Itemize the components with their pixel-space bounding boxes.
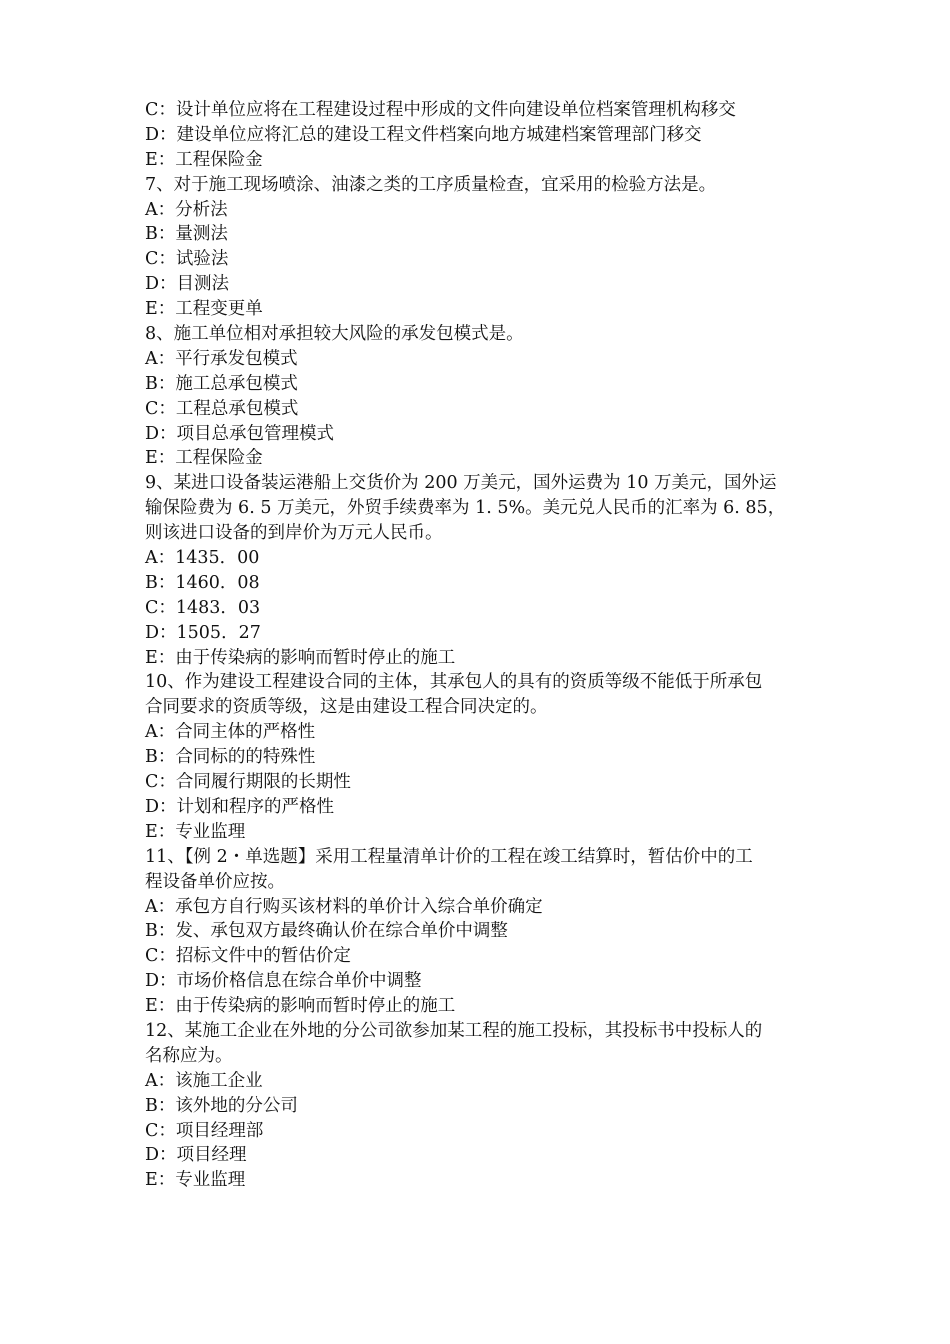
- option-a: A：该施工企业: [145, 1070, 263, 1091]
- option-e: E：由于传染病的影响而暂时停止的施工: [145, 996, 456, 1017]
- option-d: D：市场价格信息在综合单价中调整: [145, 971, 422, 992]
- text-line: C：设计单位应将在工程建设过程中形成的文件向建设单位档案管理机构移交: [145, 100, 736, 120]
- option-e: E：由于传染病的影响而暂时停止的施工: [145, 647, 456, 668]
- option-d: D：项目经理: [145, 1145, 247, 1166]
- option-d: D：项目总承包管理模式: [145, 423, 335, 444]
- question-11: 11、【例 2・单选题】采用工程量清单计价的工程在竣工结算时，暂估价中的工: [145, 846, 753, 867]
- option-a: A：合同主体的严格性: [145, 722, 316, 743]
- question-9-cont: 输保险费为 6. 5 万美元，外贸手续费率为 1. 5%。美元兑人民币的汇率为 6. 85，: [145, 498, 786, 519]
- question-10-cont: 合同要求的资质等级，这是由建设工程合同决定的。: [145, 697, 548, 718]
- question-11-cont: 程设备单价应按。: [145, 871, 285, 892]
- option-b: B：合同标的的特殊性: [145, 747, 316, 768]
- option-b: B：1460．08: [145, 572, 260, 593]
- option-c: C：工程总承包模式: [145, 398, 299, 419]
- question-12: 12、某施工企业在外地的分公司欲参加某工程的施工投标，其投标书中投标人的: [145, 1020, 763, 1041]
- option-a: A：分析法: [145, 199, 228, 220]
- option-b: B：量测法: [145, 224, 228, 245]
- option-c: C：项目经理部: [145, 1120, 264, 1141]
- text-line: E：工程保险金: [145, 149, 263, 170]
- option-a: A：平行承发包模式: [145, 348, 298, 369]
- text-line: D：建设单位应将汇总的建设工程文件档案向地方城建档案管理部门移交: [145, 124, 702, 145]
- question-10: 10、作为建设工程建设合同的主体，其承包人的具有的资质等级不能低于所承包: [145, 672, 763, 693]
- document-body: [145, 98, 815, 1193]
- option-c: C：1483．03: [145, 597, 261, 618]
- question-12-cont: 名称应为。: [145, 1045, 233, 1066]
- option-b: B：该外地的分公司: [145, 1095, 298, 1116]
- option-e: E：工程保险金: [145, 448, 263, 469]
- option-e: E：专业监理: [145, 1170, 246, 1191]
- question-8: 8、施工单位相对承担较大风险的承发包模式是。: [145, 324, 524, 345]
- option-e: E：专业监理: [145, 821, 246, 842]
- option-c: C：试验法: [145, 249, 229, 270]
- question-9: 9、某进口设备装运港船上交货价为 200 万美元，国外运费为 10 万美元，国外运: [145, 473, 777, 494]
- option-a: A：1435．00: [145, 548, 260, 569]
- option-d: D：目测法: [145, 274, 230, 295]
- option-e: E：工程变更单: [145, 299, 263, 320]
- option-c: C：招标文件中的暂估价定: [145, 946, 351, 967]
- option-b: B：施工总承包模式: [145, 373, 298, 394]
- option-d: D：1505．27: [145, 622, 261, 643]
- question-7: 7、对于施工现场喷涂、油漆之类的工序质量检查，宜采用的检验方法是。: [145, 174, 717, 195]
- option-c: C：合同履行期限的长期性: [145, 772, 351, 793]
- option-b: B：发、承包双方最终确认价在综合单价中调整: [145, 921, 508, 942]
- option-a: A：承包方自行购买该材料的单价计入综合单价确定: [145, 896, 543, 917]
- question-9-cont: 则该进口设备的到岸价为万元人民币。: [145, 523, 443, 544]
- option-d: D：计划和程序的严格性: [145, 796, 335, 817]
